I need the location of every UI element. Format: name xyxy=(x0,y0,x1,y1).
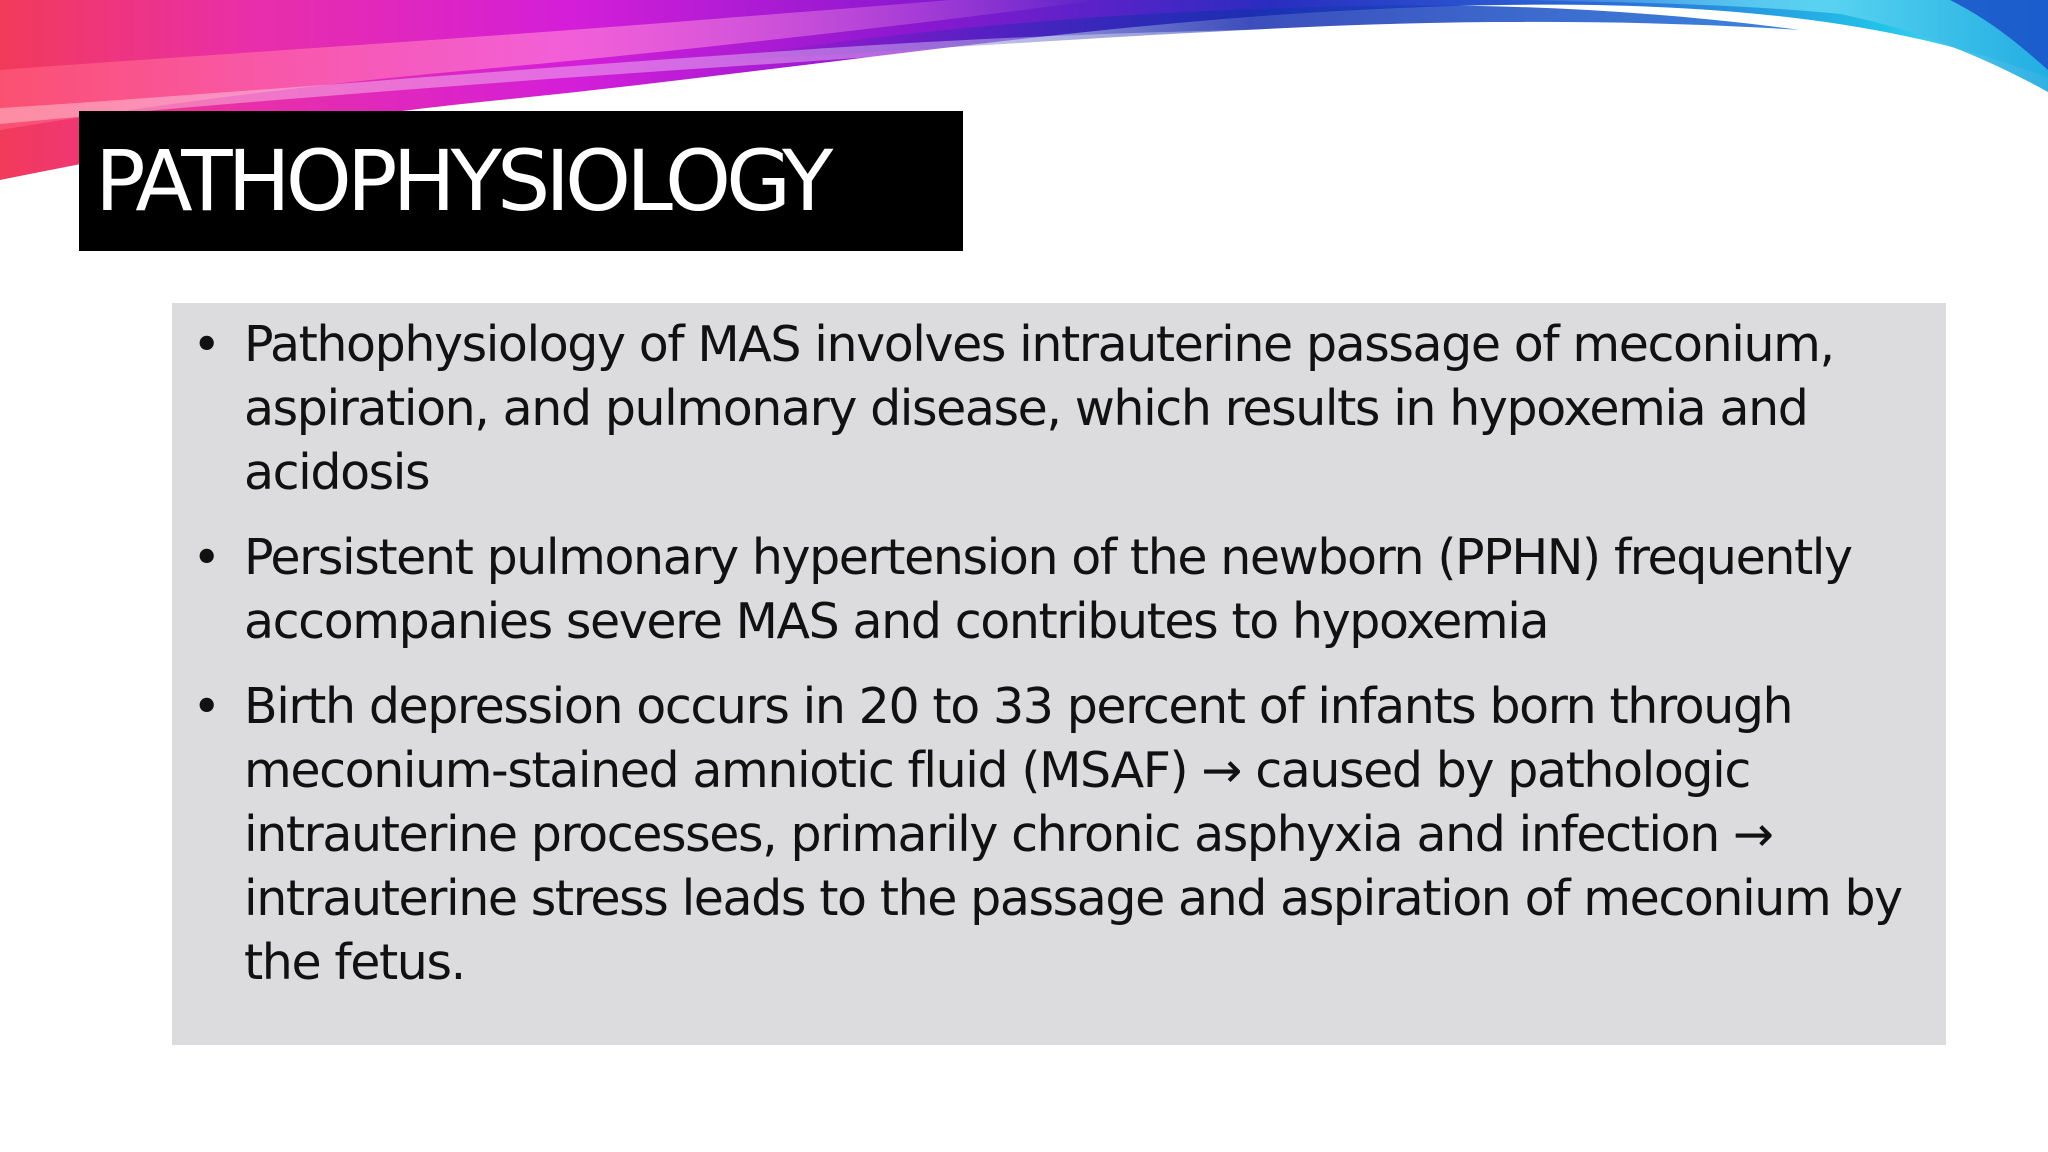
bullet-glyph: • xyxy=(192,316,220,373)
bullet-item xyxy=(186,526,1936,654)
bullet-text: Birth depression occurs in 20 to 33 percent of infants born through meconium-stained amniotic fluid (MSAF) → caused by pathologic intrauterine processes, primarily chronic asphyxia and infection → intrauterine stress leads to the passage and aspiration of meconium by the fetus. xyxy=(244,678,1902,991)
bullet-text: Persistent pulmonary hypertension of the newborn (PPHN) frequently accompanies severe MAS and contributes to hypoxemia xyxy=(244,529,1852,650)
slide-title: PATHOPHYSIOLOGY xyxy=(95,132,829,230)
bullet-glyph: • xyxy=(192,529,220,586)
content-box xyxy=(172,303,1946,1045)
bullet-glyph: • xyxy=(192,678,220,735)
bullet-list xyxy=(186,313,1936,995)
title-box xyxy=(79,111,963,251)
bullet-item xyxy=(186,675,1936,995)
bullet-text: Pathophysiology of MAS involves intrauterine passage of meconium, aspiration, and pulmonary disease, which results in hypoxemia and acidosis xyxy=(244,316,1834,501)
bullet-item xyxy=(186,313,1936,505)
